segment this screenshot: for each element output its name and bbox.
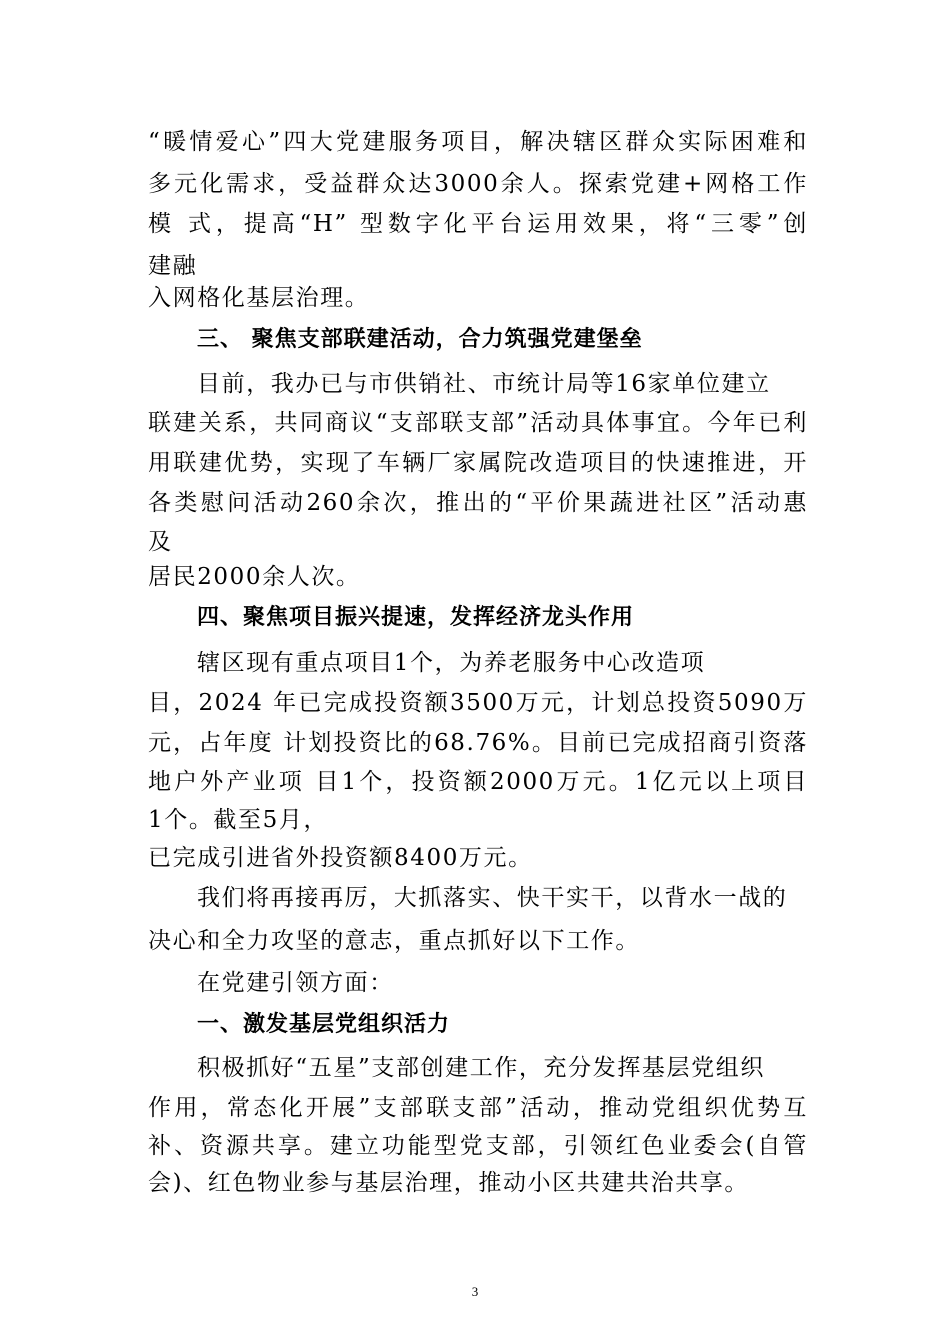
page-number: 3 bbox=[471, 1284, 479, 1299]
section-heading: 一、激发基层党组织活力 bbox=[197, 1012, 451, 1037]
body-text-line: 建融 bbox=[148, 253, 198, 279]
body-text-line: 积极抓好“五星”支部创建工作，充分发挥基层党组织 bbox=[197, 1055, 765, 1081]
body-text-line: 各类慰问活动260余次，推出的“平价果蔬进社区”活动惠 bbox=[148, 490, 808, 516]
body-text-line: 作用，常态化开展”支部联支部”活动，推动党组织优势互 bbox=[148, 1095, 808, 1121]
body-text-line: 1个。截至5月， bbox=[148, 807, 329, 833]
body-text-line: 目前，我办已与市供销社、市统计局等16家单位建立 bbox=[197, 371, 771, 397]
body-text-line: 居民2000余人次。 bbox=[148, 564, 361, 590]
body-text-line: 地户外产业项 目1个，投资额2000万元。1亿元以上项目 bbox=[148, 769, 808, 795]
body-text-line: “暖情爱心”四大党建服务项目，解决辖区群众实际困难和 bbox=[148, 129, 808, 155]
body-text-line: 模 式，提高“H” 型数字化平台运用效果，将“三零”创 bbox=[148, 211, 808, 237]
body-text-line: 辖区现有重点项目1个，为养老服务中心改造项 bbox=[197, 650, 706, 676]
body-text-line: 会)、红色物业参与基层治理，推动小区共建共治共享。 bbox=[148, 1170, 749, 1196]
body-text-line: 元，占年度 计划投资比的68.76%。目前已完成招商引资落 bbox=[148, 730, 808, 756]
body-text-line: 联建关系，共同商议“支部联支部”活动具体事宜。今年已利 bbox=[148, 410, 808, 436]
body-text-line: 入网格化基层治理。 bbox=[148, 285, 370, 311]
body-text-line: 已完成引进省外投资额8400万元。 bbox=[148, 845, 533, 871]
body-text-line: 用联建优势，实现了车辆厂家属院改造项目的快速推进，开 bbox=[148, 450, 808, 476]
section-heading: 四、聚焦项目振兴提速，发挥经济龙头作用 bbox=[197, 605, 635, 630]
body-text-line: 决心和全力攻坚的意志，重点抓好以下工作。 bbox=[148, 928, 640, 954]
body-text-line: 补、资源共享。建立功能型党支部，引领红色业委会(自管 bbox=[148, 1133, 808, 1159]
body-text-line: 多元化需求，受益群众达3000余人。探索党建+网格工作 bbox=[148, 171, 808, 197]
body-text-line: 及 bbox=[148, 529, 173, 555]
body-text-line: 目，2024 年已完成投资额3500万元，计划总投资5090万 bbox=[148, 690, 808, 716]
body-text-line: 我们将再接再厉，大抓落实、快干实干，以背水一战的 bbox=[197, 885, 788, 911]
section-heading: 三、 聚焦支部联建活动，合力筑强党建堡垒 bbox=[197, 327, 643, 352]
body-text-line: 在党建引领方面： bbox=[197, 970, 394, 996]
